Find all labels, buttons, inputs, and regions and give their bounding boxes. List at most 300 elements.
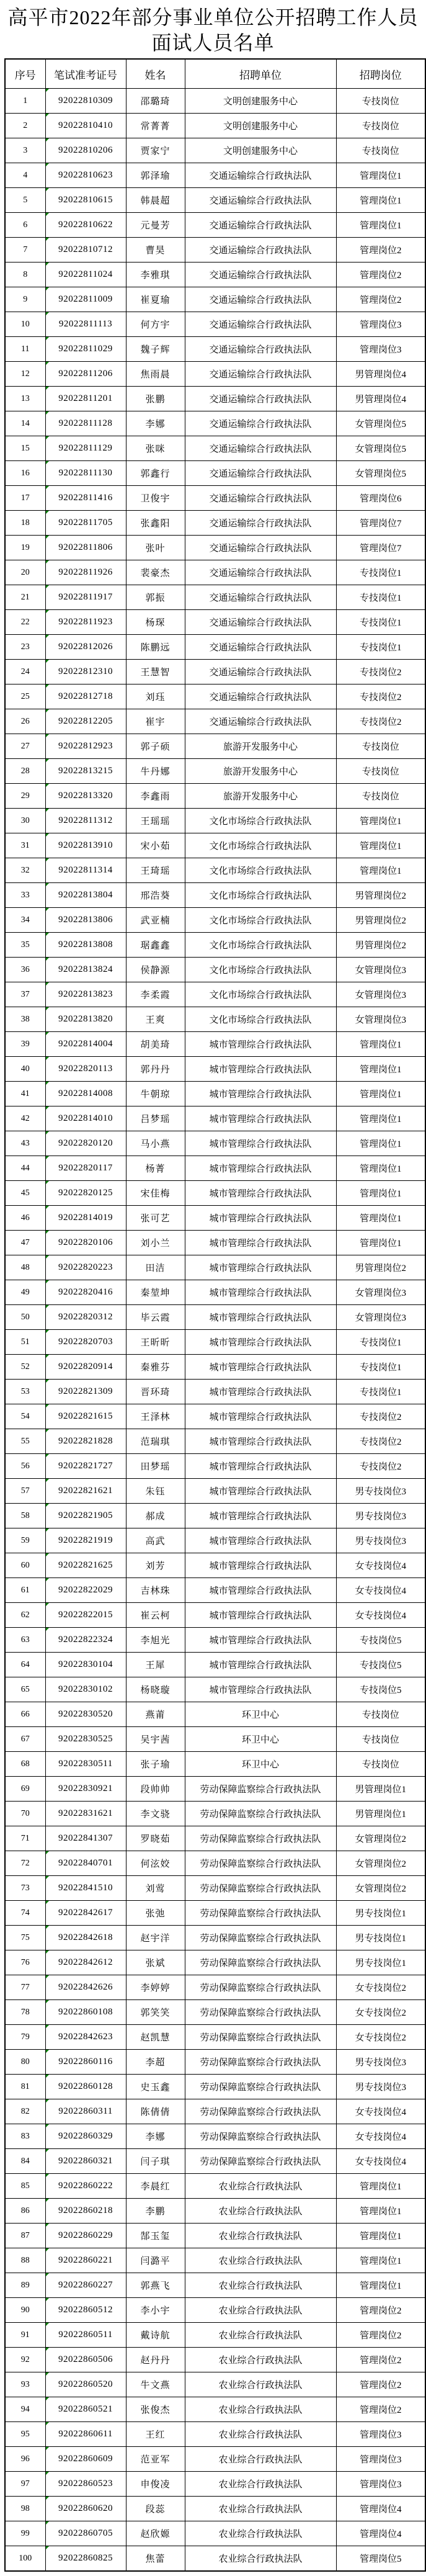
table-row bbox=[5, 2224, 425, 2248]
row-number-cell: 5 bbox=[5, 188, 45, 213]
post-cell: 管理岗位3 bbox=[336, 2422, 425, 2447]
post-cell: 专技岗位5 bbox=[336, 1677, 425, 1702]
name-cell: 邵璐琦 bbox=[126, 89, 185, 114]
row-number-cell: 49 bbox=[5, 1280, 45, 1305]
unit-cell: 城市管理综合行政执法队 bbox=[185, 1082, 336, 1106]
post-cell: 女管理岗位5 bbox=[336, 436, 425, 461]
ticket-number-cell: 92022821621 bbox=[45, 1479, 126, 1504]
row-number-cell: 56 bbox=[5, 1454, 45, 1479]
table-row bbox=[5, 2472, 425, 2497]
name-cell: 李柔霞 bbox=[126, 982, 185, 1007]
table-row bbox=[5, 511, 425, 536]
unit-cell: 城市管理综合行政执法队 bbox=[185, 1032, 336, 1057]
post-cell: 女管理岗位3 bbox=[336, 1007, 425, 1032]
green-corner-marker-icon bbox=[46, 2397, 49, 2400]
green-corner-marker-icon bbox=[46, 1504, 49, 1507]
ticket-number-cell: 92022860218 bbox=[45, 2199, 126, 2224]
green-corner-marker-icon bbox=[46, 1528, 49, 1532]
table-row bbox=[5, 958, 425, 982]
unit-cell: 交通运输综合行政执法队 bbox=[185, 684, 336, 709]
post-cell: 管理岗位2 bbox=[336, 2348, 425, 2372]
row-number-cell: 97 bbox=[5, 2472, 45, 2497]
post-cell: 男专技岗位1 bbox=[336, 1901, 425, 1926]
name-cell: 何方宇 bbox=[126, 312, 185, 337]
row-number-cell: 1 bbox=[5, 89, 45, 114]
green-corner-marker-icon bbox=[46, 2050, 49, 2053]
ticket-number-cell: 92022811917 bbox=[45, 585, 126, 610]
name-cell: 牛丹娜 bbox=[126, 759, 185, 784]
table-row bbox=[5, 1528, 425, 1553]
unit-cell: 城市管理综合行政执法队 bbox=[185, 1429, 336, 1454]
green-corner-marker-icon bbox=[46, 1479, 49, 1482]
green-corner-marker-icon bbox=[46, 1553, 49, 1556]
unit-cell: 劳动保障监察综合行政执法队 bbox=[185, 1950, 336, 1975]
table-row bbox=[5, 933, 425, 958]
green-corner-marker-icon bbox=[46, 1926, 49, 1929]
post-cell: 女管理岗位3 bbox=[336, 958, 425, 982]
unit-cell: 交通运输综合行政执法队 bbox=[185, 263, 336, 287]
ticket-number-cell: 92022821615 bbox=[45, 1404, 126, 1429]
unit-cell: 劳动保障监察综合行政执法队 bbox=[185, 1826, 336, 1851]
row-number-cell: 94 bbox=[5, 2397, 45, 2422]
name-cell: 李娜 bbox=[126, 411, 185, 436]
table-row bbox=[5, 1106, 425, 1131]
name-cell: 杨晓璇 bbox=[126, 1677, 185, 1702]
table-row bbox=[5, 1603, 425, 1628]
unit-cell: 旅游开发服务中心 bbox=[185, 734, 336, 759]
row-number-cell: 95 bbox=[5, 2422, 45, 2447]
unit-cell: 农业综合行政执法队 bbox=[185, 2348, 336, 2372]
name-cell: 马小燕 bbox=[126, 1131, 185, 1156]
ticket-number-cell: 92022860222 bbox=[45, 2174, 126, 2199]
green-corner-marker-icon bbox=[46, 312, 49, 315]
unit-cell: 劳动保障监察综合行政执法队 bbox=[185, 2124, 336, 2149]
table-row bbox=[5, 2447, 425, 2472]
table-row bbox=[5, 1057, 425, 1082]
name-cell: 赵宇洋 bbox=[126, 1926, 185, 1950]
table-row bbox=[5, 1826, 425, 1851]
row-number-cell: 64 bbox=[5, 1653, 45, 1677]
green-corner-marker-icon bbox=[46, 138, 49, 141]
row-number-cell: 28 bbox=[5, 759, 45, 784]
name-cell: 吕梦瑶 bbox=[126, 1106, 185, 1131]
post-cell: 管理岗位2 bbox=[336, 263, 425, 287]
post-cell: 专技岗位 bbox=[336, 1702, 425, 1727]
unit-cell: 交通运输综合行政执法队 bbox=[185, 461, 336, 486]
row-number-cell: 61 bbox=[5, 1578, 45, 1603]
name-cell: 郭泽瑜 bbox=[126, 163, 185, 188]
row-number-cell: 35 bbox=[5, 933, 45, 958]
name-cell: 何泫姣 bbox=[126, 1851, 185, 1876]
ticket-number-cell: 92022860620 bbox=[45, 2497, 126, 2521]
green-corner-marker-icon bbox=[46, 362, 49, 365]
post-cell: 专技岗位1 bbox=[336, 585, 425, 610]
name-cell: 史玉鑫 bbox=[126, 2075, 185, 2099]
row-number-cell: 73 bbox=[5, 1876, 45, 1901]
col-header-post: 招聘岗位 bbox=[336, 59, 425, 89]
green-corner-marker-icon bbox=[46, 1305, 49, 1308]
unit-cell: 城市管理综合行政执法队 bbox=[185, 1653, 336, 1677]
row-number-cell: 42 bbox=[5, 1106, 45, 1131]
post-cell: 管理岗位3 bbox=[336, 337, 425, 362]
name-cell: 毕云霞 bbox=[126, 1305, 185, 1330]
row-number-cell: 40 bbox=[5, 1057, 45, 1082]
table-row bbox=[5, 436, 425, 461]
table-row bbox=[5, 263, 425, 287]
unit-cell: 城市管理综合行政执法队 bbox=[185, 1057, 336, 1082]
row-number-cell: 99 bbox=[5, 2521, 45, 2546]
row-number-cell: 36 bbox=[5, 958, 45, 982]
unit-cell: 劳动保障监察综合行政执法队 bbox=[185, 2025, 336, 2050]
table-row bbox=[5, 833, 425, 858]
unit-cell: 交通运输综合行政执法队 bbox=[185, 709, 336, 734]
row-number-cell: 12 bbox=[5, 362, 45, 387]
row-number-cell: 90 bbox=[5, 2298, 45, 2323]
row-number-cell: 47 bbox=[5, 1231, 45, 1255]
post-cell: 管理岗位1 bbox=[336, 2174, 425, 2199]
name-cell: 张鹏 bbox=[126, 387, 185, 411]
green-corner-marker-icon bbox=[46, 1851, 49, 1854]
ticket-number-cell: 92022811923 bbox=[45, 610, 126, 635]
row-number-cell: 38 bbox=[5, 1007, 45, 1032]
post-cell: 管理岗位6 bbox=[336, 486, 425, 511]
ticket-number-cell: 92022812923 bbox=[45, 734, 126, 759]
name-cell: 崔云柯 bbox=[126, 1603, 185, 1628]
ticket-number-cell: 92022811806 bbox=[45, 536, 126, 560]
name-cell: 范亚军 bbox=[126, 2447, 185, 2472]
name-cell: 李旭光 bbox=[126, 1628, 185, 1653]
row-number-cell: 58 bbox=[5, 1504, 45, 1528]
unit-cell: 农业综合行政执法队 bbox=[185, 2248, 336, 2273]
unit-cell: 交通运输综合行政执法队 bbox=[185, 362, 336, 387]
ticket-number-cell: 92022822324 bbox=[45, 1628, 126, 1653]
post-cell: 管理岗位7 bbox=[336, 536, 425, 560]
unit-cell: 农业综合行政执法队 bbox=[185, 2422, 336, 2447]
row-number-cell: 53 bbox=[5, 1380, 45, 1404]
ticket-number-cell: 92022820312 bbox=[45, 1305, 126, 1330]
row-number-cell: 80 bbox=[5, 2050, 45, 2075]
unit-cell: 城市管理综合行政执法队 bbox=[185, 1280, 336, 1305]
post-cell: 管理岗位4 bbox=[336, 2497, 425, 2521]
post-cell: 女管理岗位5 bbox=[336, 411, 425, 436]
name-cell: 刘莺 bbox=[126, 1876, 185, 1901]
post-cell: 管理岗位1 bbox=[336, 188, 425, 213]
table-row bbox=[5, 1032, 425, 1057]
unit-cell: 文化市场综合行政执法队 bbox=[185, 883, 336, 908]
col-header-unit: 招聘单位 bbox=[185, 59, 336, 89]
post-cell: 专技岗位 bbox=[336, 734, 425, 759]
table-row bbox=[5, 759, 425, 784]
unit-cell: 交通运输综合行政执法队 bbox=[185, 585, 336, 610]
ticket-number-cell: 92022814004 bbox=[45, 1032, 126, 1057]
name-cell: 王琦瑶 bbox=[126, 858, 185, 883]
name-cell: 元曼芳 bbox=[126, 213, 185, 238]
post-cell: 管理岗位1 bbox=[336, 1131, 425, 1156]
row-number-cell: 26 bbox=[5, 709, 45, 734]
row-number-cell: 45 bbox=[5, 1181, 45, 1206]
row-number-cell: 68 bbox=[5, 1752, 45, 1777]
table-row bbox=[5, 1231, 425, 1255]
green-corner-marker-icon bbox=[46, 1975, 49, 1978]
unit-cell: 文明创建服务中心 bbox=[185, 89, 336, 114]
post-cell: 管理岗位1 bbox=[336, 1032, 425, 1057]
row-number-cell: 16 bbox=[5, 461, 45, 486]
name-cell: 宋小茹 bbox=[126, 833, 185, 858]
ticket-number-cell: 92022860311 bbox=[45, 2099, 126, 2124]
name-cell: 李晨红 bbox=[126, 2174, 185, 2199]
table-row bbox=[5, 1752, 425, 1777]
ticket-number-cell: 92022860523 bbox=[45, 2472, 126, 2497]
table-row bbox=[5, 2422, 425, 2447]
post-cell: 女专技岗位2 bbox=[336, 2000, 425, 2025]
post-cell: 专技岗位 bbox=[336, 759, 425, 784]
unit-cell: 文明创建服务中心 bbox=[185, 138, 336, 163]
row-number-cell: 14 bbox=[5, 411, 45, 436]
ticket-number-cell: 92022812310 bbox=[45, 660, 126, 684]
row-number-cell: 43 bbox=[5, 1131, 45, 1156]
ticket-number-cell: 92022830921 bbox=[45, 1777, 126, 1802]
green-corner-marker-icon bbox=[46, 411, 49, 415]
name-cell: 李娜 bbox=[126, 2124, 185, 2149]
unit-cell: 交通运输综合行政执法队 bbox=[185, 387, 336, 411]
ticket-number-cell: 92022811314 bbox=[45, 858, 126, 883]
unit-cell: 文化市场综合行政执法队 bbox=[185, 1007, 336, 1032]
post-cell: 管理岗位1 bbox=[336, 1057, 425, 1082]
name-cell: 郭子硕 bbox=[126, 734, 185, 759]
unit-cell: 农业综合行政执法队 bbox=[185, 2546, 336, 2572]
table-row bbox=[5, 1305, 425, 1330]
table-row bbox=[5, 2273, 425, 2298]
name-cell: 赵丹丹 bbox=[126, 2348, 185, 2372]
ticket-number-cell: 92022860520 bbox=[45, 2372, 126, 2397]
ticket-number-cell: 92022830525 bbox=[45, 1727, 126, 1752]
unit-cell: 城市管理综合行政执法队 bbox=[185, 1578, 336, 1603]
row-number-cell: 74 bbox=[5, 1901, 45, 1926]
table-row bbox=[5, 684, 425, 709]
unit-cell: 城市管理综合行政执法队 bbox=[185, 1231, 336, 1255]
ticket-number-cell: 92022842623 bbox=[45, 2025, 126, 2050]
name-cell: 晋环琦 bbox=[126, 1380, 185, 1404]
unit-cell: 劳动保障监察综合行政执法队 bbox=[185, 1975, 336, 2000]
row-number-cell: 78 bbox=[5, 2000, 45, 2025]
unit-cell: 劳动保障监察综合行政执法队 bbox=[185, 2149, 336, 2174]
name-cell: 罗晓茹 bbox=[126, 1826, 185, 1851]
name-cell: 陈鹏远 bbox=[126, 635, 185, 660]
unit-cell: 农业综合行政执法队 bbox=[185, 2199, 336, 2224]
table-row bbox=[5, 734, 425, 759]
row-number-cell: 11 bbox=[5, 337, 45, 362]
ticket-number-cell: 92022813910 bbox=[45, 833, 126, 858]
name-cell: 赵欣嫄 bbox=[126, 2521, 185, 2546]
name-cell: 朱钰 bbox=[126, 1479, 185, 1504]
green-corner-marker-icon bbox=[46, 2372, 49, 2376]
row-number-cell: 44 bbox=[5, 1156, 45, 1181]
table-row bbox=[5, 560, 425, 585]
row-number-cell: 54 bbox=[5, 1404, 45, 1429]
post-cell: 专技岗位1 bbox=[336, 1355, 425, 1380]
unit-cell: 城市管理综合行政执法队 bbox=[185, 1628, 336, 1653]
row-number-cell: 13 bbox=[5, 387, 45, 411]
post-cell: 管理岗位1 bbox=[336, 1082, 425, 1106]
table-row bbox=[5, 2199, 425, 2224]
unit-cell: 城市管理综合行政执法队 bbox=[185, 1380, 336, 1404]
post-cell: 专技岗位5 bbox=[336, 1628, 425, 1653]
name-cell: 郭笑笑 bbox=[126, 2000, 185, 2025]
name-cell: 李文骁 bbox=[126, 1802, 185, 1826]
table-row bbox=[5, 536, 425, 560]
unit-cell: 交通运输综合行政执法队 bbox=[185, 511, 336, 536]
ticket-number-cell: 92022813824 bbox=[45, 958, 126, 982]
name-cell: 刘芳 bbox=[126, 1553, 185, 1578]
post-cell: 管理岗位7 bbox=[336, 511, 425, 536]
name-cell: 李鹏 bbox=[126, 2199, 185, 2224]
green-corner-marker-icon bbox=[46, 1231, 49, 1234]
unit-cell: 文化市场综合行政执法队 bbox=[185, 958, 336, 982]
green-corner-marker-icon bbox=[46, 1454, 49, 1457]
post-cell: 管理岗位4 bbox=[336, 2521, 425, 2546]
unit-cell: 城市管理综合行政执法队 bbox=[185, 1255, 336, 1280]
ticket-number-cell: 92022860128 bbox=[45, 2075, 126, 2099]
unit-cell: 劳动保障监察综合行政执法队 bbox=[185, 1802, 336, 1826]
table-row bbox=[5, 1975, 425, 2000]
row-number-cell: 23 bbox=[5, 635, 45, 660]
table-row bbox=[5, 188, 425, 213]
ticket-number-cell: 92022821905 bbox=[45, 1504, 126, 1528]
table-row bbox=[5, 1727, 425, 1752]
post-cell: 管理岗位1 bbox=[336, 2224, 425, 2248]
page-title-line-1: 高平市2022年部分事业单位公开招聘工作人员 bbox=[7, 6, 419, 29]
post-cell: 管理岗位2 bbox=[336, 2298, 425, 2323]
table-row bbox=[5, 1926, 425, 1950]
row-number-cell: 87 bbox=[5, 2224, 45, 2248]
row-number-cell: 75 bbox=[5, 1926, 45, 1950]
name-cell: 焦蕾 bbox=[126, 2546, 185, 2572]
unit-cell: 交通运输综合行政执法队 bbox=[185, 436, 336, 461]
green-corner-marker-icon bbox=[46, 1380, 49, 1383]
name-cell: 闫子琪 bbox=[126, 2149, 185, 2174]
header-row bbox=[5, 59, 425, 89]
row-number-cell: 32 bbox=[5, 858, 45, 883]
name-cell: 常菁菁 bbox=[126, 114, 185, 138]
ticket-number-cell: 92022840701 bbox=[45, 1851, 126, 1876]
row-number-cell: 57 bbox=[5, 1479, 45, 1504]
ticket-number-cell: 92022811206 bbox=[45, 362, 126, 387]
ticket-number-cell: 92022831621 bbox=[45, 1802, 126, 1826]
row-number-cell: 29 bbox=[5, 784, 45, 809]
table-row bbox=[5, 1479, 425, 1504]
unit-cell: 交通运输综合行政执法队 bbox=[185, 411, 336, 436]
name-cell: 郝成 bbox=[126, 1504, 185, 1528]
post-cell: 男管理岗位1 bbox=[336, 1777, 425, 1802]
table-row bbox=[5, 1802, 425, 1826]
col-header-name: 姓名 bbox=[126, 59, 185, 89]
post-cell: 管理岗位1 bbox=[336, 2199, 425, 2224]
green-corner-marker-icon bbox=[46, 709, 49, 712]
post-cell: 女专技岗位4 bbox=[336, 2099, 425, 2124]
unit-cell: 城市管理综合行政执法队 bbox=[185, 1156, 336, 1181]
name-cell: 郜玉玺 bbox=[126, 2224, 185, 2248]
ticket-number-cell: 92022830511 bbox=[45, 1752, 126, 1777]
table-row bbox=[5, 908, 425, 933]
name-cell: 吴宇茜 bbox=[126, 1727, 185, 1752]
ticket-number-cell: 92022811024 bbox=[45, 263, 126, 287]
table-row bbox=[5, 2174, 425, 2199]
row-number-cell: 50 bbox=[5, 1305, 45, 1330]
green-corner-marker-icon bbox=[46, 908, 49, 911]
name-cell: 张鑫阳 bbox=[126, 511, 185, 536]
table-row bbox=[5, 2050, 425, 2075]
ticket-number-cell: 92022821727 bbox=[45, 1454, 126, 1479]
name-cell: 崔宇 bbox=[126, 709, 185, 734]
green-corner-marker-icon bbox=[46, 585, 49, 588]
green-corner-marker-icon bbox=[46, 759, 49, 762]
ticket-number-cell: 92022820703 bbox=[45, 1330, 126, 1355]
row-number-cell: 24 bbox=[5, 660, 45, 684]
green-corner-marker-icon bbox=[46, 89, 49, 92]
green-corner-marker-icon bbox=[46, 1032, 49, 1035]
name-cell: 郭鑫行 bbox=[126, 461, 185, 486]
ticket-number-cell: 92022811130 bbox=[45, 461, 126, 486]
ticket-number-cell: 92022811416 bbox=[45, 486, 126, 511]
row-number-cell: 66 bbox=[5, 1702, 45, 1727]
table-row bbox=[5, 89, 425, 114]
table-row bbox=[5, 1355, 425, 1380]
ticket-number-cell: 92022860825 bbox=[45, 2546, 126, 2572]
unit-cell: 城市管理综合行政执法队 bbox=[185, 1404, 336, 1429]
name-cell: 张咪 bbox=[126, 436, 185, 461]
table-row bbox=[5, 883, 425, 908]
table-row bbox=[5, 411, 425, 436]
table-row bbox=[5, 287, 425, 312]
row-number-cell: 88 bbox=[5, 2248, 45, 2273]
post-cell: 女管理岗位3 bbox=[336, 1305, 425, 1330]
ticket-number-cell: 92022811029 bbox=[45, 337, 126, 362]
table-row bbox=[5, 138, 425, 163]
green-corner-marker-icon bbox=[46, 1131, 49, 1134]
green-corner-marker-icon bbox=[46, 809, 49, 812]
table-row bbox=[5, 1578, 425, 1603]
table-row bbox=[5, 2546, 425, 2572]
row-number-cell: 8 bbox=[5, 263, 45, 287]
ticket-number-cell: 92022814019 bbox=[45, 1206, 126, 1231]
table-body bbox=[5, 89, 425, 2572]
green-corner-marker-icon bbox=[46, 2149, 49, 2152]
post-cell: 女专技岗位4 bbox=[336, 1603, 425, 1628]
row-number-cell: 9 bbox=[5, 287, 45, 312]
row-number-cell: 77 bbox=[5, 1975, 45, 2000]
table-row bbox=[5, 2497, 425, 2521]
ticket-number-cell: 92022810309 bbox=[45, 89, 126, 114]
unit-cell: 文明创建服务中心 bbox=[185, 114, 336, 138]
row-number-cell: 22 bbox=[5, 610, 45, 635]
ticket-number-cell: 92022814008 bbox=[45, 1082, 126, 1106]
table-row bbox=[5, 610, 425, 635]
unit-cell: 城市管理综合行政执法队 bbox=[185, 1553, 336, 1578]
post-cell: 管理岗位3 bbox=[336, 2472, 425, 2497]
post-cell: 女专技岗位4 bbox=[336, 1578, 425, 1603]
name-cell: 郭丹丹 bbox=[126, 1057, 185, 1082]
post-cell: 专技岗位 bbox=[336, 1752, 425, 1777]
green-corner-marker-icon bbox=[46, 958, 49, 961]
green-corner-marker-icon bbox=[46, 1280, 49, 1283]
post-cell: 专技岗位 bbox=[336, 114, 425, 138]
post-cell: 女专技岗位2 bbox=[336, 2025, 425, 2050]
row-number-cell: 15 bbox=[5, 436, 45, 461]
unit-cell: 旅游开发服务中心 bbox=[185, 759, 336, 784]
unit-cell: 农业综合行政执法队 bbox=[185, 2323, 336, 2348]
row-number-cell: 76 bbox=[5, 1950, 45, 1975]
name-cell: 刘小兰 bbox=[126, 1231, 185, 1255]
